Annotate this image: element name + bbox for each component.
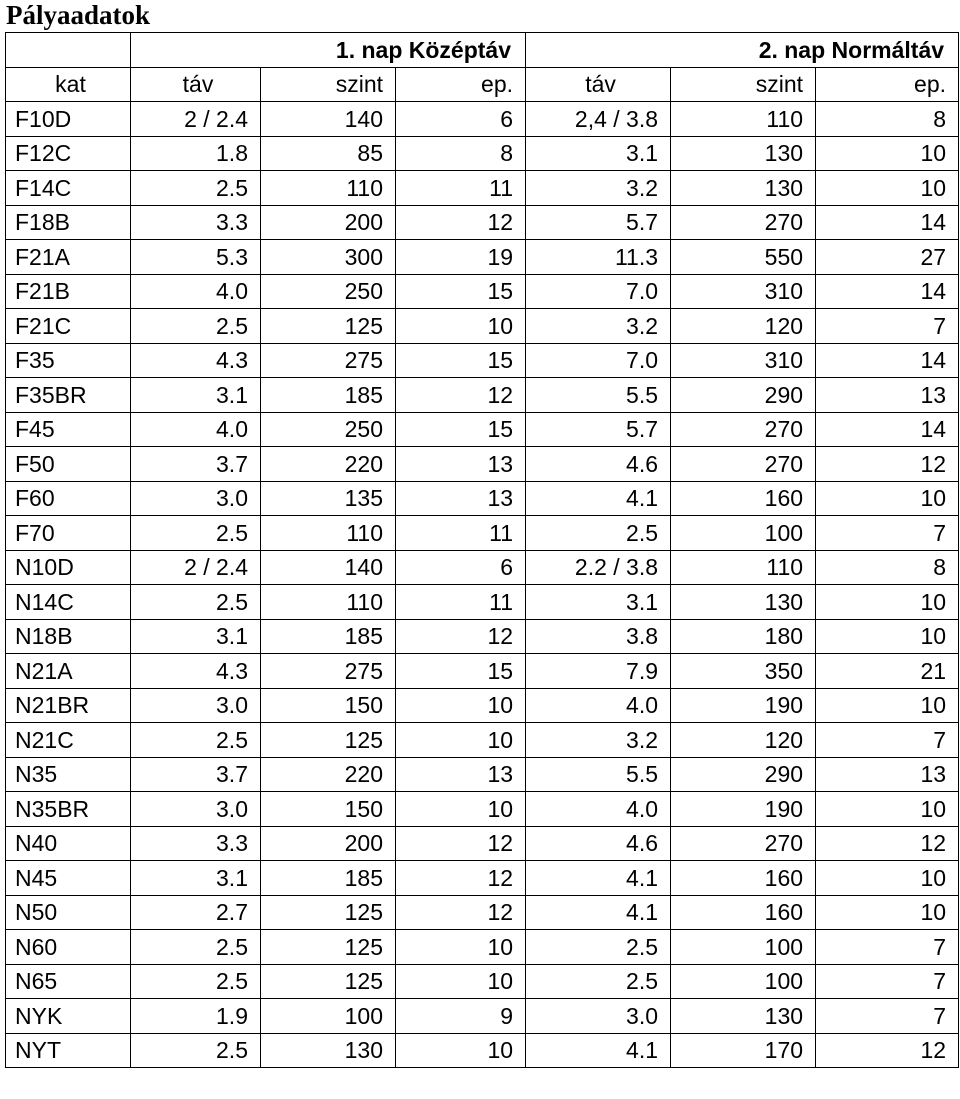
cell-szint-day2: 270 <box>671 412 816 447</box>
table-row <box>6 447 959 482</box>
cell-kat: N21A <box>6 654 131 689</box>
cell-szint-day2: 170 <box>671 1033 816 1068</box>
table-row <box>6 964 959 999</box>
table-row <box>6 205 959 240</box>
cell-szint-day1: 110 <box>261 585 396 620</box>
cell-szint-day1: 250 <box>261 412 396 447</box>
cell-szint-day1: 300 <box>261 240 396 275</box>
cell-szint-day1: 125 <box>261 895 396 930</box>
table-row <box>6 378 959 413</box>
cell-szint-day2: 100 <box>671 516 816 551</box>
col-header-tav-day2: táv <box>526 67 671 102</box>
cell-ep-day2: 7 <box>816 930 959 965</box>
cell-ep-day2: 12 <box>816 1033 959 1068</box>
cell-tav-day1: 3.1 <box>131 378 261 413</box>
table-row <box>6 792 959 827</box>
cell-tav-day2: 4.0 <box>526 688 671 723</box>
table-row <box>6 723 959 758</box>
cell-ep-day2: 7 <box>816 309 959 344</box>
cell-szint-day1: 220 <box>261 757 396 792</box>
cell-tav-day2: 4.1 <box>526 1033 671 1068</box>
cell-szint-day1: 125 <box>261 309 396 344</box>
cell-ep-day1: 13 <box>396 447 526 482</box>
cell-tav-day2: 2.5 <box>526 516 671 551</box>
cell-ep-day1: 15 <box>396 343 526 378</box>
table-row <box>6 688 959 723</box>
cell-kat: F21C <box>6 309 131 344</box>
cell-ep-day2: 13 <box>816 757 959 792</box>
table-row <box>6 102 959 137</box>
cell-tav-day1: 3.0 <box>131 792 261 827</box>
cell-ep-day1: 13 <box>396 481 526 516</box>
course-data-table <box>5 32 959 1068</box>
cell-kat: NYT <box>6 1033 131 1068</box>
cell-tav-day2: 7.0 <box>526 274 671 309</box>
cell-ep-day2: 10 <box>816 895 959 930</box>
cell-ep-day1: 10 <box>396 688 526 723</box>
cell-tav-day2: 2.5 <box>526 930 671 965</box>
cell-tav-day1: 3.1 <box>131 619 261 654</box>
cell-ep-day1: 12 <box>396 619 526 654</box>
table-row <box>6 654 959 689</box>
cell-szint-day1: 125 <box>261 723 396 758</box>
cell-kat: F10D <box>6 102 131 137</box>
cell-kat: N50 <box>6 895 131 930</box>
cell-tav-day2: 4.1 <box>526 861 671 896</box>
cell-szint-day2: 110 <box>671 550 816 585</box>
cell-ep-day1: 11 <box>396 171 526 206</box>
cell-ep-day1: 12 <box>396 861 526 896</box>
cell-szint-day2: 190 <box>671 688 816 723</box>
cell-tav-day1: 2 / 2.4 <box>131 102 261 137</box>
cell-szint-day2: 270 <box>671 205 816 240</box>
cell-ep-day2: 10 <box>816 481 959 516</box>
cell-tav-day2: 5.5 <box>526 757 671 792</box>
col-header-kat: kat <box>6 67 131 102</box>
cell-szint-day2: 100 <box>671 964 816 999</box>
cell-kat: F70 <box>6 516 131 551</box>
cell-tav-day1: 3.3 <box>131 205 261 240</box>
cell-ep-day1: 6 <box>396 102 526 137</box>
cell-szint-day2: 130 <box>671 585 816 620</box>
cell-tav-day1: 3.1 <box>131 861 261 896</box>
cell-szint-day2: 190 <box>671 792 816 827</box>
cell-tav-day1: 2.5 <box>131 964 261 999</box>
cell-kat: F18B <box>6 205 131 240</box>
cell-ep-day2: 10 <box>816 171 959 206</box>
cell-kat: F35BR <box>6 378 131 413</box>
cell-ep-day1: 10 <box>396 964 526 999</box>
cell-ep-day2: 8 <box>816 550 959 585</box>
table-row <box>6 343 959 378</box>
cell-kat: N65 <box>6 964 131 999</box>
cell-ep-day2: 14 <box>816 412 959 447</box>
cell-tav-day1: 4.0 <box>131 274 261 309</box>
cell-ep-day1: 15 <box>396 274 526 309</box>
cell-ep-day2: 14 <box>816 343 959 378</box>
cell-szint-day1: 275 <box>261 654 396 689</box>
cell-ep-day2: 10 <box>816 688 959 723</box>
table-row <box>6 240 959 275</box>
cell-kat: N21BR <box>6 688 131 723</box>
cell-szint-day1: 85 <box>261 136 396 171</box>
cell-tav-day1: 2.5 <box>131 930 261 965</box>
cell-kat: F35 <box>6 343 131 378</box>
cell-tav-day1: 3.0 <box>131 481 261 516</box>
cell-ep-day1: 9 <box>396 999 526 1034</box>
cell-szint-day2: 130 <box>671 171 816 206</box>
cell-ep-day1: 10 <box>396 930 526 965</box>
col-header-szint-day1: szint <box>261 67 396 102</box>
cell-szint-day2: 110 <box>671 102 816 137</box>
cell-szint-day1: 200 <box>261 826 396 861</box>
col-header-szint-day2: szint <box>671 67 816 102</box>
table-row <box>6 585 959 620</box>
table-row <box>6 999 959 1034</box>
cell-kat: F50 <box>6 447 131 482</box>
cell-szint-day2: 350 <box>671 654 816 689</box>
cell-szint-day2: 130 <box>671 136 816 171</box>
cell-tav-day1: 4.3 <box>131 654 261 689</box>
cell-szint-day2: 160 <box>671 861 816 896</box>
cell-tav-day1: 4.3 <box>131 343 261 378</box>
cell-ep-day2: 7 <box>816 964 959 999</box>
cell-ep-day1: 6 <box>396 550 526 585</box>
table-row <box>6 274 959 309</box>
table-row <box>6 930 959 965</box>
cell-ep-day2: 12 <box>816 447 959 482</box>
cell-szint-day2: 180 <box>671 619 816 654</box>
cell-tav-day1: 3.3 <box>131 826 261 861</box>
cell-tav-day2: 4.6 <box>526 826 671 861</box>
cell-tav-day2: 7.9 <box>526 654 671 689</box>
cell-tav-day2: 4.0 <box>526 792 671 827</box>
cell-szint-day1: 130 <box>261 1033 396 1068</box>
cell-ep-day2: 10 <box>816 861 959 896</box>
cell-kat: N60 <box>6 930 131 965</box>
cell-ep-day1: 12 <box>396 378 526 413</box>
cell-ep-day2: 10 <box>816 136 959 171</box>
cell-kat: F60 <box>6 481 131 516</box>
cell-tav-day1: 2.5 <box>131 1033 261 1068</box>
cell-ep-day1: 15 <box>396 412 526 447</box>
table-row <box>6 136 959 171</box>
cell-szint-day1: 185 <box>261 378 396 413</box>
cell-szint-day1: 200 <box>261 205 396 240</box>
cell-ep-day2: 10 <box>816 619 959 654</box>
cell-ep-day2: 7 <box>816 516 959 551</box>
cell-szint-day2: 270 <box>671 447 816 482</box>
cell-szint-day1: 150 <box>261 688 396 723</box>
cell-kat: F45 <box>6 412 131 447</box>
col-header-tav-day1: táv <box>131 67 261 102</box>
empty-cell <box>6 33 131 68</box>
cell-tav-day2: 11.3 <box>526 240 671 275</box>
cell-szint-day1: 135 <box>261 481 396 516</box>
cell-ep-day1: 10 <box>396 309 526 344</box>
cell-szint-day2: 310 <box>671 274 816 309</box>
cell-tav-day1: 2.5 <box>131 516 261 551</box>
cell-kat: F21B <box>6 274 131 309</box>
cell-tav-day2: 3.1 <box>526 136 671 171</box>
table-row <box>6 757 959 792</box>
cell-tav-day1: 3.7 <box>131 757 261 792</box>
cell-tav-day1: 5.3 <box>131 240 261 275</box>
cell-ep-day2: 21 <box>816 654 959 689</box>
cell-kat: NYK <box>6 999 131 1034</box>
cell-szint-day2: 120 <box>671 723 816 758</box>
cell-kat: N40 <box>6 826 131 861</box>
cell-szint-day1: 110 <box>261 171 396 206</box>
cell-kat: F21A <box>6 240 131 275</box>
table-row <box>6 550 959 585</box>
cell-tav-day2: 3.2 <box>526 171 671 206</box>
cell-szint-day1: 185 <box>261 861 396 896</box>
cell-ep-day2: 27 <box>816 240 959 275</box>
cell-szint-day1: 220 <box>261 447 396 482</box>
cell-tav-day1: 2.5 <box>131 171 261 206</box>
cell-ep-day1: 10 <box>396 723 526 758</box>
cell-szint-day2: 160 <box>671 895 816 930</box>
cell-szint-day1: 275 <box>261 343 396 378</box>
table-row <box>6 826 959 861</box>
table-row <box>6 861 959 896</box>
cell-tav-day1: 3.0 <box>131 688 261 723</box>
col-header-ep-day1: ep. <box>396 67 526 102</box>
cell-ep-day2: 12 <box>816 826 959 861</box>
cell-ep-day1: 8 <box>396 136 526 171</box>
cell-ep-day1: 15 <box>396 654 526 689</box>
cell-kat: N35 <box>6 757 131 792</box>
cell-kat: N35BR <box>6 792 131 827</box>
day2-header: 2. nap Normáltáv <box>526 33 959 68</box>
cell-ep-day1: 12 <box>396 205 526 240</box>
cell-kat: N10D <box>6 550 131 585</box>
cell-szint-day1: 185 <box>261 619 396 654</box>
table-row <box>6 412 959 447</box>
cell-tav-day2: 7.0 <box>526 343 671 378</box>
cell-tav-day1: 2.5 <box>131 585 261 620</box>
cell-ep-day1: 12 <box>396 826 526 861</box>
col-header-ep-day2: ep. <box>816 67 959 102</box>
cell-szint-day1: 100 <box>261 999 396 1034</box>
cell-tav-day1: 1.9 <box>131 999 261 1034</box>
cell-szint-day2: 100 <box>671 930 816 965</box>
cell-ep-day2: 7 <box>816 723 959 758</box>
day1-header: 1. nap Középtáv <box>131 33 526 68</box>
cell-tav-day2: 4.1 <box>526 481 671 516</box>
cell-ep-day1: 11 <box>396 585 526 620</box>
cell-tav-day2: 3.2 <box>526 723 671 758</box>
cell-szint-day1: 110 <box>261 516 396 551</box>
cell-ep-day2: 14 <box>816 274 959 309</box>
cell-tav-day1: 4.0 <box>131 412 261 447</box>
cell-kat: N18B <box>6 619 131 654</box>
cell-kat: N14C <box>6 585 131 620</box>
cell-ep-day2: 13 <box>816 378 959 413</box>
cell-ep-day1: 13 <box>396 757 526 792</box>
cell-ep-day1: 10 <box>396 1033 526 1068</box>
cell-szint-day1: 125 <box>261 964 396 999</box>
cell-szint-day2: 120 <box>671 309 816 344</box>
cell-ep-day2: 14 <box>816 205 959 240</box>
cell-ep-day1: 19 <box>396 240 526 275</box>
cell-szint-day2: 290 <box>671 378 816 413</box>
cell-tav-day2: 3.1 <box>526 585 671 620</box>
table-row <box>6 171 959 206</box>
cell-ep-day1: 11 <box>396 516 526 551</box>
cell-tav-day1: 3.7 <box>131 447 261 482</box>
cell-kat: F14C <box>6 171 131 206</box>
cell-ep-day2: 8 <box>816 102 959 137</box>
page-title: Pályaadatok <box>6 0 151 30</box>
table-row <box>6 481 959 516</box>
cell-kat: N45 <box>6 861 131 896</box>
cell-ep-day2: 10 <box>816 792 959 827</box>
table-row <box>6 895 959 930</box>
cell-tav-day1: 2.7 <box>131 895 261 930</box>
table-row <box>6 516 959 551</box>
cell-tav-day2: 4.1 <box>526 895 671 930</box>
cell-szint-day2: 160 <box>671 481 816 516</box>
cell-szint-day2: 310 <box>671 343 816 378</box>
cell-tav-day1: 2.5 <box>131 309 261 344</box>
cell-tav-day2: 2,4 / 3.8 <box>526 102 671 137</box>
cell-tav-day2: 2.5 <box>526 964 671 999</box>
cell-ep-day1: 12 <box>396 895 526 930</box>
cell-szint-day2: 270 <box>671 826 816 861</box>
cell-ep-day2: 7 <box>816 999 959 1034</box>
cell-tav-day2: 5.5 <box>526 378 671 413</box>
cell-tav-day1: 1.8 <box>131 136 261 171</box>
cell-szint-day2: 290 <box>671 757 816 792</box>
cell-szint-day2: 130 <box>671 999 816 1034</box>
cell-szint-day1: 125 <box>261 930 396 965</box>
cell-szint-day2: 550 <box>671 240 816 275</box>
cell-kat: F12C <box>6 136 131 171</box>
day-header-row <box>6 33 959 68</box>
cell-tav-day2: 5.7 <box>526 412 671 447</box>
cell-szint-day1: 140 <box>261 102 396 137</box>
cell-tav-day1: 2 / 2.4 <box>131 550 261 585</box>
column-header-row <box>6 67 959 102</box>
cell-ep-day1: 10 <box>396 792 526 827</box>
cell-szint-day1: 250 <box>261 274 396 309</box>
cell-szint-day1: 140 <box>261 550 396 585</box>
table-row <box>6 619 959 654</box>
cell-tav-day1: 2.5 <box>131 723 261 758</box>
table-row <box>6 1033 959 1068</box>
cell-tav-day2: 3.8 <box>526 619 671 654</box>
cell-tav-day2: 2.2 / 3.8 <box>526 550 671 585</box>
cell-tav-day2: 4.6 <box>526 447 671 482</box>
cell-kat: N21C <box>6 723 131 758</box>
cell-tav-day2: 5.7 <box>526 205 671 240</box>
cell-szint-day1: 150 <box>261 792 396 827</box>
table-row <box>6 309 959 344</box>
cell-ep-day2: 10 <box>816 585 959 620</box>
cell-tav-day2: 3.0 <box>526 999 671 1034</box>
cell-tav-day2: 3.2 <box>526 309 671 344</box>
